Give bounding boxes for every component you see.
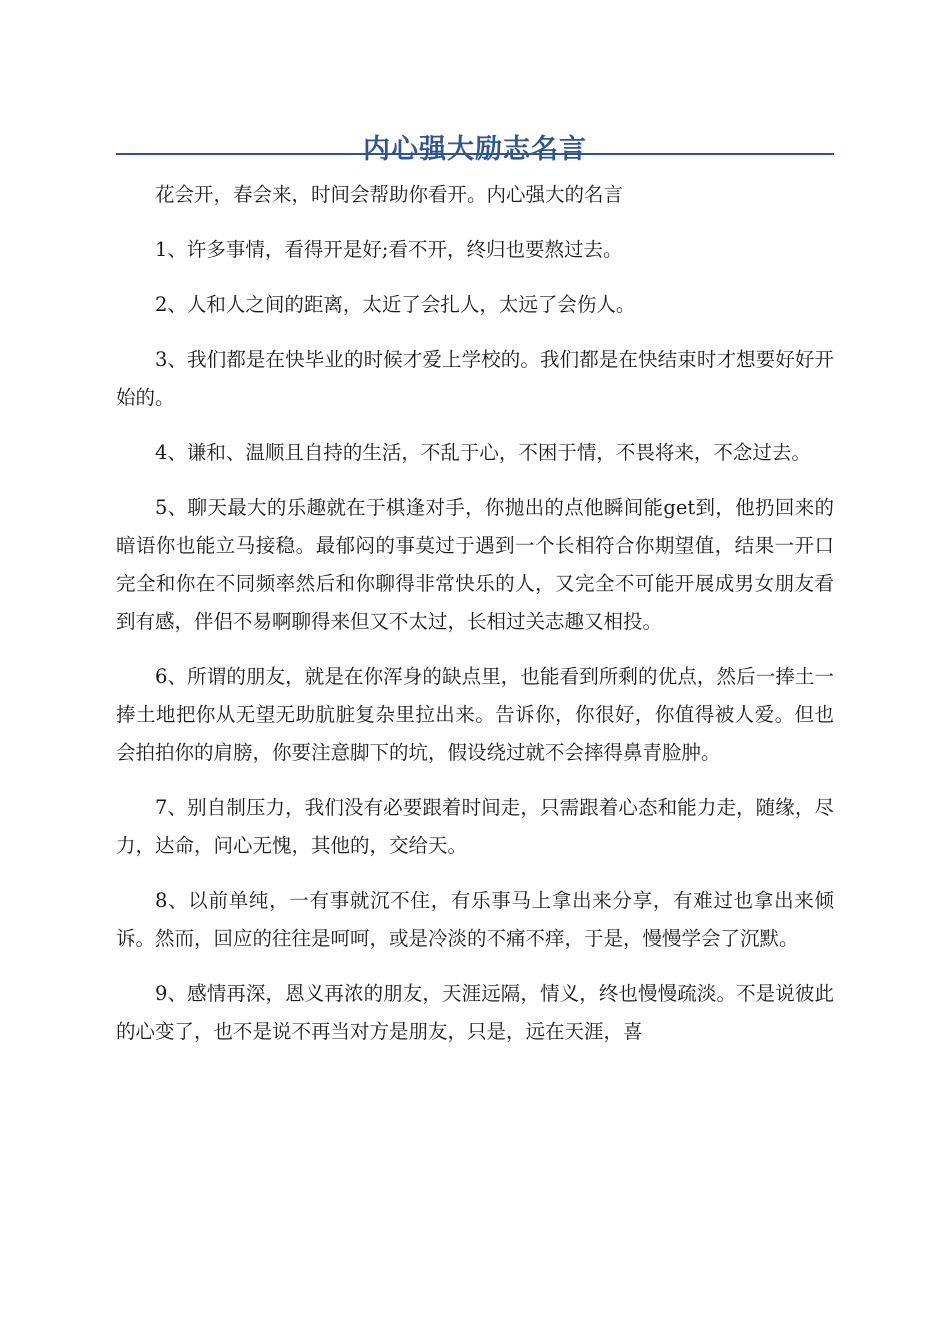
document-body xyxy=(116,176,834,1068)
paragraph-quote-9: 9、感情再深，恩义再浓的朋友，天涯远隔，情义，终也慢慢疏淡。不是说彼此的心变了，也不是说不再当对方是朋友，只是，远在天涯，喜 xyxy=(116,982,834,1043)
paragraph-quote-4: 4、谦和、温顺且自持的生活，不乱于心，不困于情，不畏将来，不念过去。 xyxy=(155,441,811,464)
page-title: 内心强大励志名言 xyxy=(363,134,587,166)
title-underline xyxy=(116,153,834,155)
paragraph-quote-2: 2、人和人之间的距离，太近了会扎人，太远了会伤人。 xyxy=(155,293,636,316)
paragraph-quote-6: 6、所谓的朋友，就是在你浑身的缺点里，也能看到所剩的优点，然后一捧土一捧土地把你从无望无助肮脏复杂里拉出来。告诉你，你很好，你值得被人爱。但也会拍拍你的肩膀，你要注意脚下的坑，假设绕过就不会摔得鼻青脸肿。 xyxy=(116,665,834,764)
paragraph-quote-3: 3、我们都是在快毕业的时候才爱上学校的。我们都是在快结束时才想要好好开始的。 xyxy=(116,348,834,409)
paragraph-quote-8: 8、以前单纯，一有事就沉不住，有乐事马上拿出来分享，有难过也拿出来倾诉。然而，回应的往往是呵呵，或是冷淡的不痛不痒，于是，慢慢学会了沉默。 xyxy=(116,889,834,950)
paragraph-quote-7: 7、别自制压力，我们没有必要跟着时间走，只需跟着心态和能力走，随缘，尽力，达命，问心无愧，其他的，交给天。 xyxy=(116,796,834,857)
paragraph-quote-1: 1、许多事情，看得开是好;看不开，终归也要熬过去。 xyxy=(155,238,623,261)
paragraph-intro: 花会开，春会来，时间会帮助你看开。内心强大的名言 xyxy=(155,183,624,206)
paragraph-quote-5: 5、聊天最大的乐趣就在于棋逢对手，你抛出的点他瞬间能get到，他扔回来的暗语你也能立马接稳。最郁闷的事莫过于遇到一个长相符合你期望值，结果一开口完全和你在不同频率然后和你聊得非常快乐的人，又完全不可能开展成男女朋友看到有感，伴侣不易啊聊得来但又不太过，长相过关志趣又相投。 xyxy=(116,496,834,633)
